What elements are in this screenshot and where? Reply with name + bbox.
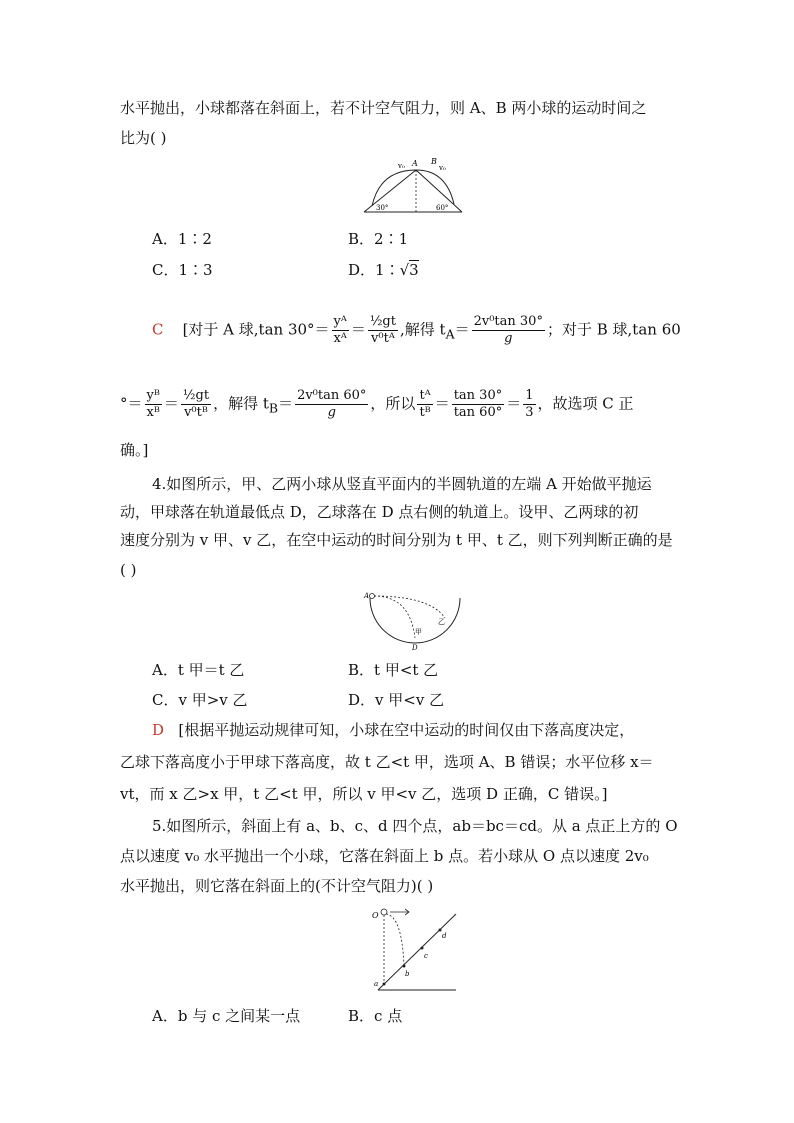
q5-fig-label-b: b [405, 970, 410, 978]
q3-option-d: D．1∶√3 [348, 261, 419, 279]
q4-stem-line-4: ( ) [120, 561, 137, 579]
q4-fig-label-yi: 乙 [438, 618, 445, 626]
q4-solution-line-3: vt，而 x 乙>x 甲，t 乙<t 甲，所以 v 甲<v 乙，选项 D 正确，C 错误。] [120, 785, 608, 803]
q4-stem-line-3: 速度分别为 v 甲、v 乙，在空中运动的时间分别为 t 甲、t 乙，则下列判断正确的是 [120, 531, 673, 549]
q3-fig-label-a: A [412, 159, 418, 168]
q3-option-a: A．1∶2 [152, 230, 212, 248]
q5-stem-line-3: 水平抛出，则它落在斜面上的(不计空气阻力)( ) [120, 877, 434, 895]
q4-option-d: D．v 甲<v 乙 [348, 691, 445, 709]
q5-fig-label-c: c [424, 952, 428, 960]
q4-stem-line-2: 动，甲球落在轨道最低点 D，乙球落在 D 点右侧的轨道上。设甲、乙两球的初 [120, 503, 639, 521]
q5-fig-label-o: O [372, 911, 379, 920]
q4-option-a: A．t 甲＝t 乙 [152, 661, 245, 679]
q3-stem-line-1: 水平抛出，小球都落在斜面上，若不计空气阻力，则 A、B 两小球的运动时间之 [120, 99, 647, 117]
q3-fig-label-b: B [431, 157, 437, 166]
q3-option-b: B．2∶1 [348, 230, 409, 248]
q3-stem-line-2: 比为( ) [120, 129, 167, 147]
q3-fig-angle-60: 60° [436, 204, 449, 212]
q3-fig-angle-30: 30° [376, 204, 389, 212]
q4-fig-label-jia: 甲 [415, 628, 422, 636]
q3-option-c: C．1∶3 [152, 261, 213, 279]
q4-fig-label-a: A [364, 592, 370, 600]
q3-fig-v0-left: v₀ [398, 162, 405, 170]
q5-fig-label-d: d [442, 932, 447, 940]
q4-option-c: C．v 甲>v 乙 [152, 691, 248, 709]
q3-figure [358, 156, 468, 220]
q4-solution-line-1: D [根据平抛运动规律可知，小球在空中运动的时间仅由下落高度决定， [152, 721, 635, 739]
q3-solution-line-3: 确。] [120, 441, 149, 459]
q4-stem-line-1: 4.如图所示，甲、乙两小球从竖直平面内的半圆轨道的左端 A 开始做平抛运 [152, 475, 652, 493]
q3-solution-line-2: °＝ $\frac{\text{yᴮ}}{\text{xᴮ}}$ ＝ $\frac{\text{½gt}}{\text{v⁰tᴮ}}$ ，解得 $t_B=$ $\frac{\text{2v⁰tan 60°}}{g}$ ，所以 $\frac{\text{tᴬ}}{\text{tᴮ}}$ ＝ $\frac{\tan 30^\circ}{\tan 60^\circ}$ ＝ $\frac{1}{3}$ ，故选项 C 正 [120, 388, 634, 420]
q5-option-b: B．c 点 [348, 1007, 403, 1025]
q3-solution-line-1: C [对于 A 球,tan 30°＝ $\frac{\text{yᴬ}}{\text{xᴬ}}$ ＝ $\frac{\text{½gt}}{\text{v⁰tᴬ}}$ ,解得 $t_A=$ $\frac{\text{2v⁰tan 30°}}{g}$ ；对于 B 球,tan 60 [152, 314, 681, 346]
q5-fig-label-a: a [374, 980, 379, 988]
q4-figure [360, 588, 470, 656]
q5-stem-line-1: 5.如图所示，斜面上有 a、b、c、d 四个点，ab＝bc＝cd。从 a 点正上方的 O [152, 817, 678, 835]
q5-figure [368, 904, 460, 1000]
q4-answer-letter: D [152, 721, 165, 739]
q4-fig-label-d: D [412, 644, 418, 652]
q3-answer-letter: C [152, 320, 164, 339]
q3-fig-v0-right: v₀ [439, 164, 446, 172]
q5-option-a: A．b 与 c 之间某一点 [152, 1007, 301, 1025]
q5-stem-line-2: 点以速度 v₀ 水平抛出一个小球，它落在斜面上 b 点。若小球从 O 点以速度 2v₀ [120, 847, 649, 865]
q4-solution-line-2: 乙球下落高度小于甲球下落高度，故 t 乙<t 甲，选项 A、B 错误；水平位移 x＝ [120, 753, 654, 771]
q4-option-b: B．t 甲<t 乙 [348, 661, 439, 679]
